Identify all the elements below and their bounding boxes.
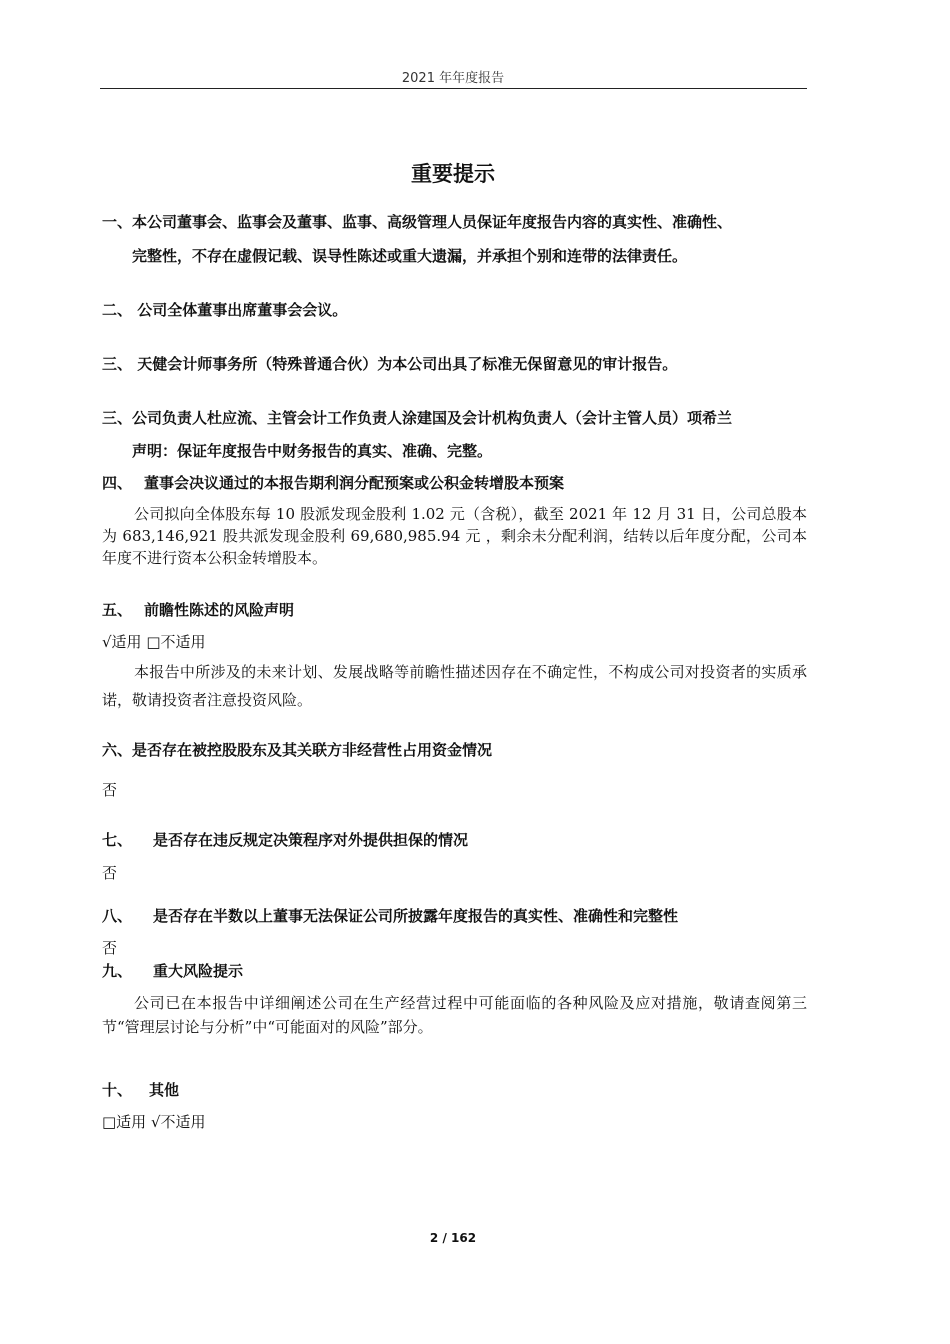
header-rule (100, 88, 807, 89)
section-8-heading (102, 905, 678, 926)
section-5-options: √适用 □不适用 (102, 633, 206, 651)
section-4-number: 四、 (102, 474, 133, 492)
section-10-title: 其他 (149, 1081, 180, 1099)
section-9-title: 重大风险提示 (153, 962, 244, 980)
section-4-heading (102, 472, 564, 493)
section-7-answer: 否 (102, 864, 118, 882)
section-10-heading (102, 1079, 179, 1100)
section-9-heading (102, 960, 243, 981)
section-8-number: 八、 (102, 907, 133, 925)
page-title: 重要提示 (411, 162, 495, 186)
section-3b-line-1: 三、公司负责人杜应流、主管会计工作负责人涂建国及会计机构负责人（会计主管人员）项希兰 (102, 409, 733, 427)
section-7-number: 七、 (102, 831, 133, 849)
section-8-title: 是否存在半数以上董事无法保证公司所披露年度报告的真实性、准确性和完整性 (153, 907, 679, 925)
section-5-number: 五、 (102, 601, 133, 619)
section-4-title: 董事会决议通过的本报告期利润分配预案或公积金转增股本预案 (144, 474, 565, 492)
section-9-body: 公司已在本报告中详细阐述公司在生产经营过程中可能面临的各种风险及应对措施，敬请查阅第三节“管理层讨论与分析”中“可能面对的风险”部分。 (102, 994, 807, 1036)
section-1-line-1: 一、本公司董事会、监事会及董事、监事、高级管理人员保证年度报告内容的真实性、准确性、 (102, 213, 733, 231)
page-number: 2 / 162 (429, 1231, 477, 1245)
section-5-title: 前瞻性陈述的风险声明 (144, 601, 295, 619)
section-4-body: 公司拟向全体股东每 10 股派发现金股利 1.02 元（含税），截至 2021 年 12 月 31 日，公司总股本为 683,146,921 股共派发现金股利 69,680,985.94 元 ，剩余未分配利润，结转以后年度分配，公司本年度不进行资本公积金转增股本。 (102, 505, 807, 567)
running-header: 2021 年年度报告 (401, 71, 505, 86)
section-3-heading: 三、 天健会计师事务所（特殊普通合伙）为本公司出具了标准无保留意见的审计报告。 (102, 355, 678, 373)
section-2-heading: 二、 公司全体董事出席董事会会议。 (102, 301, 348, 319)
section-3b-line-2: 声明：保证年度报告中财务报告的真实、准确、完整。 (132, 442, 493, 460)
section-6-heading: 六、是否存在被控股股东及其关联方非经营性占用资金情况 (102, 741, 493, 759)
section-5-body: 本报告中所涉及的未来计划、发展战略等前瞻性描述因存在不确定性，不构成公司对投资者的实质承诺，敬请投资者注意投资风险。 (102, 663, 807, 709)
section-6-answer: 否 (102, 781, 118, 799)
section-9-number: 九、 (102, 962, 133, 980)
section-7-heading (102, 829, 468, 850)
section-10-number: 十、 (102, 1081, 133, 1099)
section-5-heading (102, 599, 294, 620)
section-1-line-2: 完整性，不存在虚假记载、误导性陈述或重大遗漏，并承担个别和连带的法律责任。 (132, 247, 688, 265)
section-8-answer: 否 (102, 939, 118, 957)
section-10-options: □适用 √不适用 (102, 1113, 206, 1131)
section-7-title: 是否存在违反规定决策程序对外提供担保的情况 (153, 831, 469, 849)
